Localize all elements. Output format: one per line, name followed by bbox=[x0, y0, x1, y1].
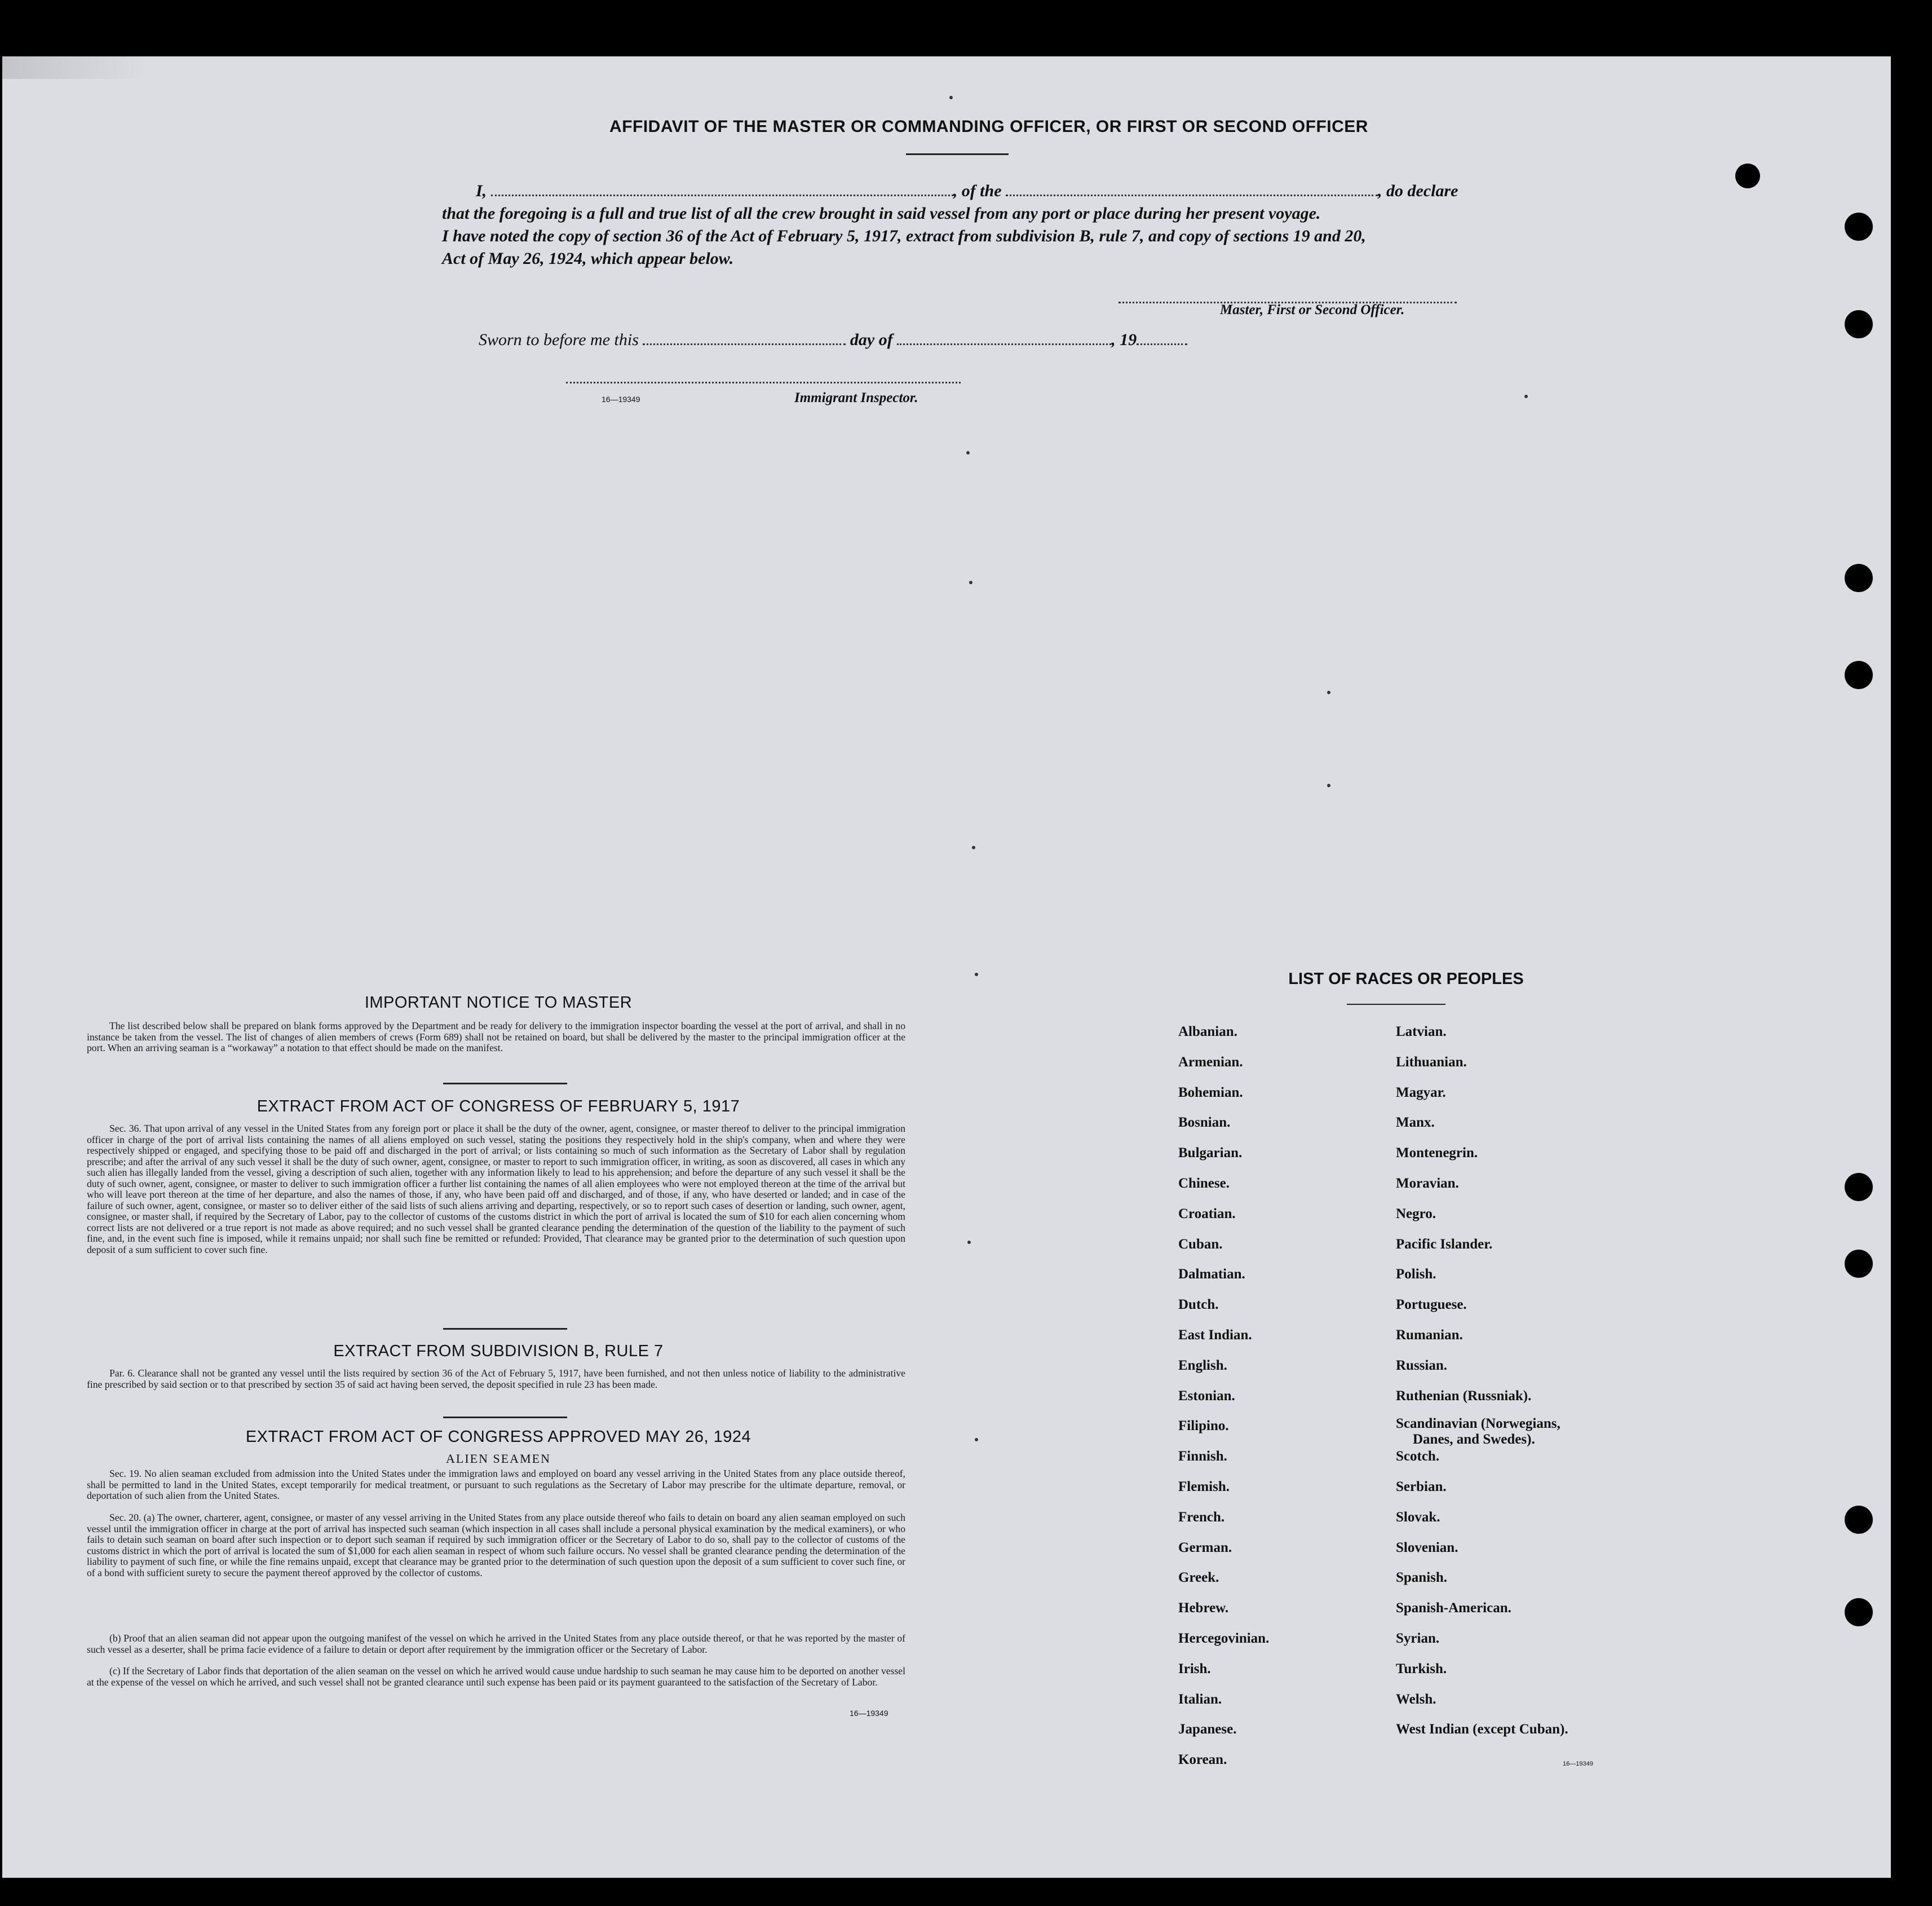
section-20b-text: (b) Proof that an alien seaman did not appear upon the outgoing manifest of the vessel on which he arrived in the United States from any place outside thereof, or that he was reported by the master of such vessel as a deserter, shall be prima facie evidence of a failure to detain or deport after requirement by the immigration officer or the Secretary of Labor. bbox=[87, 1633, 905, 1655]
scan-speck bbox=[975, 1438, 978, 1441]
race-item: Dutch. bbox=[1178, 1297, 1219, 1313]
race-item: Turkish. bbox=[1396, 1661, 1447, 1676]
scan-speck bbox=[967, 1241, 971, 1244]
race-item: Scotch. bbox=[1396, 1449, 1440, 1464]
race-item: Portuguese. bbox=[1396, 1297, 1467, 1313]
race-item: Welsh. bbox=[1396, 1691, 1436, 1707]
race-item: Polish. bbox=[1396, 1267, 1436, 1282]
sworn-day-field[interactable] bbox=[643, 334, 846, 345]
extract-rule7-title: EXTRACT FROM SUBDIVISION B, RULE 7 bbox=[333, 1342, 664, 1360]
declarant-line bbox=[476, 182, 1458, 201]
vessel-name-field[interactable] bbox=[1006, 185, 1378, 196]
race-item: Negro. bbox=[1396, 1206, 1436, 1221]
race-item: Hercegovinian. bbox=[1178, 1631, 1270, 1646]
vessel-prefix: , of the bbox=[953, 182, 1002, 200]
race-item: Lithuanian. bbox=[1396, 1054, 1467, 1070]
race-item: Irish. bbox=[1178, 1661, 1211, 1676]
sworn-month-field[interactable] bbox=[897, 334, 1111, 345]
race-item: Greek. bbox=[1178, 1570, 1219, 1586]
binder-hole bbox=[1845, 310, 1873, 338]
scan-speck bbox=[972, 846, 975, 849]
scan-speck bbox=[975, 973, 978, 976]
races-title: LIST OF RACES OR PEOPLES bbox=[1288, 970, 1524, 988]
affidavit-line-3: I have noted the copy of section 36 of the Act of February 5, 1917, extract from subdivision B, rule 7, and copy of sections 19 and 20, bbox=[442, 227, 1366, 245]
form-number-bottom-left: 16—19349 bbox=[850, 1709, 888, 1718]
inspector-signature-field[interactable] bbox=[566, 372, 961, 383]
scan-speck bbox=[1327, 784, 1330, 787]
affidavit-line-4: Act of May 26, 1924, which appear below. bbox=[442, 249, 734, 268]
race-item: Hebrew. bbox=[1178, 1600, 1229, 1616]
race-item: Magyar. bbox=[1396, 1084, 1446, 1100]
race-item: Albanian. bbox=[1178, 1024, 1237, 1039]
form-sheet bbox=[2, 56, 1891, 1878]
title-divider bbox=[906, 153, 1009, 155]
race-item: Dalmatian. bbox=[1178, 1267, 1245, 1282]
binder-hole bbox=[1845, 1173, 1873, 1201]
extract-1924-title: EXTRACT FROM ACT OF CONGRESS APPROVED MAY 26, 1924 bbox=[245, 1428, 751, 1446]
section-20a-text: Sec. 20. (a) The owner, charterer, agent, consignee, or master of any vessel arriving in the United States from any place outside thereof who fails to detain on board any alien seaman employed on such vessel until the immigration officer in charge at the port of arrival has inspected such seaman (which inspection in all cases shall include a personal physical examination by the medical examiners), or who fails to detain such seaman on board after such inspection or to deport such seaman if required by such immigration officer or the Secretary of Labor to do so, shall pay to the collector of customs of the customs district in which the port of arrival is located the sum of $1,000 for each alien seaman in respect of whom such failure occurs. No vessel shall be granted clearance pending the determination of the liability to payment of such fine, or while the fine remains unpaid, except that clearance may be granted prior to the determination of such question upon the deposit of a sum sufficient to cover such fine, or of a bond with sufficient surety to secure the payment thereof approved by the collector of customs. bbox=[87, 1512, 905, 1578]
race-item: English. bbox=[1178, 1357, 1227, 1373]
race-item: Filipino. bbox=[1178, 1418, 1229, 1434]
notice-title: IMPORTANT NOTICE TO MASTER bbox=[364, 994, 633, 1012]
scan-speck bbox=[949, 96, 953, 99]
alien-seamen-subtitle: ALIEN SEAMEN bbox=[446, 1451, 551, 1466]
race-item: Cuban. bbox=[1178, 1236, 1223, 1252]
form-number-top: 16—19349 bbox=[602, 395, 640, 404]
race-item: Spanish-American. bbox=[1396, 1600, 1511, 1616]
section-19-text: Sec. 19. No alien seaman excluded from admission into the United States under the immigration laws and employed on board any vessel arriving in the United States from any place outside thereof, shall be permitted to land in the United States, except temporarily for medical treatment, or pursuant to such regulations as the Secretary of Labor may prescribe for the ultimate departure, removal, or deportation of such alien from the United States. bbox=[87, 1468, 905, 1501]
affidavit-title: AFFIDAVIT OF THE MASTER OR COMMANDING OFFICER, OR FIRST OR SECOND OFFICER bbox=[609, 117, 1368, 136]
race-item: Danes, and Swedes). bbox=[1413, 1432, 1535, 1448]
race-item: Slovenian. bbox=[1396, 1539, 1458, 1555]
declarant-name-field[interactable] bbox=[491, 185, 953, 196]
race-item: Scandinavian (Norwegians, bbox=[1396, 1416, 1560, 1432]
race-item: Armenian. bbox=[1178, 1054, 1243, 1070]
binder-hole bbox=[1845, 661, 1873, 689]
section-20c-text: (c) If the Secretary of Labor finds that deportation of the alien seaman on the vessel on which he arrived would cause undue hardship to such seaman he may cause him to be deported on another vessel at the expense of the vessel on which he arrived, and such vessel shall not be granted clearance until such expense has been paid or its payment guaranteed to the satisfaction of the Secretary of Labor. bbox=[87, 1665, 905, 1688]
race-item: Italian. bbox=[1178, 1691, 1222, 1707]
binder-hole bbox=[1845, 564, 1873, 592]
race-item: Japanese. bbox=[1178, 1722, 1237, 1737]
race-item: Serbian. bbox=[1396, 1479, 1447, 1494]
scan-speck bbox=[966, 451, 970, 455]
extract-1917-text: Sec. 36. That upon arrival of any vessel in the United States from any foreign port or place it shall be the duty of the owner, agent, consignee, or master thereof to deliver to the principal immigration officer in charge of the port of arrival lists containing the names of all aliens employed on such vessel, stating the positions they respectively hold in the ship's company, when and where they were respectively shipped or engaged, and specifying those to be paid off and discharged in the port of arrival; or lists containing so much of such information as the Secretary of Labor shall by regulation prescribe; and after the arrival of any such vessel it shall be the duty of such owner, agent, consignee, or master to report to such immigration officer, in writing, as soon as discovered, all cases in which any such alien has illegally landed from the vessel, giving a description of such alien, together with any information likely to lead to his apprehension; and before the departure of any such vessel it shall be the duty of such owner, agent, consignee, or master to deliver to such immigration officer a further list containing the names of all alien employees who were not employed thereon at the time of the arrival but who will leave port thereon at the time of her departure, and also the names of those, if any, who have been paid off and discharged, and of those, if any, who have deserted or landed; and in case of the failure of such owner, agent, consignee, or master so to deliver either of the said lists of such aliens arriving and departing, respectively, or so to report such cases of desertion or landing, such owner, agent, consignee, or master shall, if required by the Secretary of Labor, pay to the collector of customs of the customs district in which the port of arrival is located the sum of $10 for each alien concerning whom correct lists are not delivered or a true report is not made as above required; and no such vessel shall be granted clearance pending the determination of the question of the liability to the payment of such fine, and, in the event such fine is imposed, while it remains unpaid; nor shall such fine be remitted or refunded: Provided, That clearance may be granted prior to the determination of such question upon deposit of a sum sufficient to cover such fine. bbox=[87, 1123, 905, 1255]
scan-speck bbox=[1524, 395, 1528, 398]
races-divider bbox=[1347, 1004, 1445, 1005]
inspector-caption: Immigrant Inspector. bbox=[794, 390, 918, 405]
race-item: Russian. bbox=[1396, 1357, 1448, 1373]
race-item: Montenegrin. bbox=[1396, 1145, 1478, 1161]
extract-rule7-text: Par. 6. Clearance shall not be granted any vessel until the lists required by section 36 of the Act of February 5, 1917, have been furnished, and not then unless notice of liability to the administrative fine prescribed by said section or to that prescribed by section 35 of said act having been served, the deposit specified in rule 23 has been made. bbox=[87, 1367, 905, 1390]
race-item: Slovak. bbox=[1396, 1509, 1440, 1525]
race-item: Bulgarian. bbox=[1178, 1145, 1243, 1161]
declarant-prefix: I, bbox=[476, 182, 487, 200]
race-item: German. bbox=[1178, 1539, 1232, 1555]
race-item: Chinese. bbox=[1178, 1176, 1230, 1191]
notice-text: The list described below shall be prepared on blank forms approved by the Department and be ready for delivery to the immigration inspector boarding the vessel at the port of arrival, and shall in no instance be taken from the vessel. The list of changes of alien members of crews (Form 689) shall not be retained on board, but shall be delivered by the master to the principal immigration officer at the port. When an arriving seaman is a “workaway” a notation to that effect should be made on the manifest. bbox=[87, 1020, 905, 1053]
race-item: Croatian. bbox=[1178, 1206, 1236, 1221]
section-divider bbox=[443, 1328, 567, 1330]
race-item: Syrian. bbox=[1396, 1631, 1440, 1646]
race-item: Moravian. bbox=[1396, 1176, 1459, 1191]
race-item: Estonian. bbox=[1178, 1388, 1235, 1404]
sworn-line bbox=[479, 330, 1187, 350]
extract-1917-title: EXTRACT FROM ACT OF CONGRESS OF FEBRUARY 5, 1917 bbox=[257, 1097, 740, 1115]
binder-hole bbox=[1845, 1506, 1873, 1534]
race-item: Spanish. bbox=[1396, 1570, 1448, 1586]
scan-speck bbox=[969, 581, 972, 584]
master-signature-field[interactable] bbox=[1118, 292, 1457, 303]
race-item: Rumanian. bbox=[1396, 1327, 1463, 1343]
race-item: West Indian (except Cuban). bbox=[1396, 1722, 1568, 1737]
race-item: Manx. bbox=[1396, 1115, 1435, 1131]
binder-hole bbox=[1735, 164, 1760, 188]
binder-hole bbox=[1845, 1598, 1873, 1626]
day-of-text: day of bbox=[850, 330, 893, 349]
sworn-year-field[interactable] bbox=[1137, 334, 1187, 345]
binder-hole bbox=[1845, 1250, 1873, 1278]
race-item: Korean. bbox=[1178, 1752, 1227, 1768]
section-divider bbox=[443, 1083, 567, 1084]
race-item: Bohemian. bbox=[1178, 1084, 1243, 1100]
race-item: Pacific Islander. bbox=[1396, 1236, 1493, 1252]
race-item: Flemish. bbox=[1178, 1479, 1230, 1494]
sworn-text: Sworn to before me this bbox=[479, 330, 639, 349]
race-item: Finnish. bbox=[1178, 1449, 1227, 1464]
race-item: Latvian. bbox=[1396, 1024, 1447, 1039]
section-divider bbox=[443, 1417, 567, 1418]
declare-suffix: , do declare bbox=[1378, 182, 1458, 200]
scan-speck bbox=[1327, 691, 1330, 694]
form-number-races: 16—19349 bbox=[1563, 1761, 1593, 1767]
race-item: French. bbox=[1178, 1509, 1225, 1525]
race-item: Ruthenian (Russniak). bbox=[1396, 1388, 1532, 1404]
year-prefix: , 19 bbox=[1111, 330, 1137, 349]
affidavit-line-2: that the foregoing is a full and true list of all the crew brought in said vessel from any port or place during her present voyage. bbox=[442, 204, 1321, 223]
master-caption: Master, First or Second Officer. bbox=[1220, 302, 1405, 317]
race-item: East Indian. bbox=[1178, 1327, 1252, 1343]
race-item: Bosnian. bbox=[1178, 1115, 1231, 1131]
binder-hole bbox=[1845, 213, 1873, 241]
